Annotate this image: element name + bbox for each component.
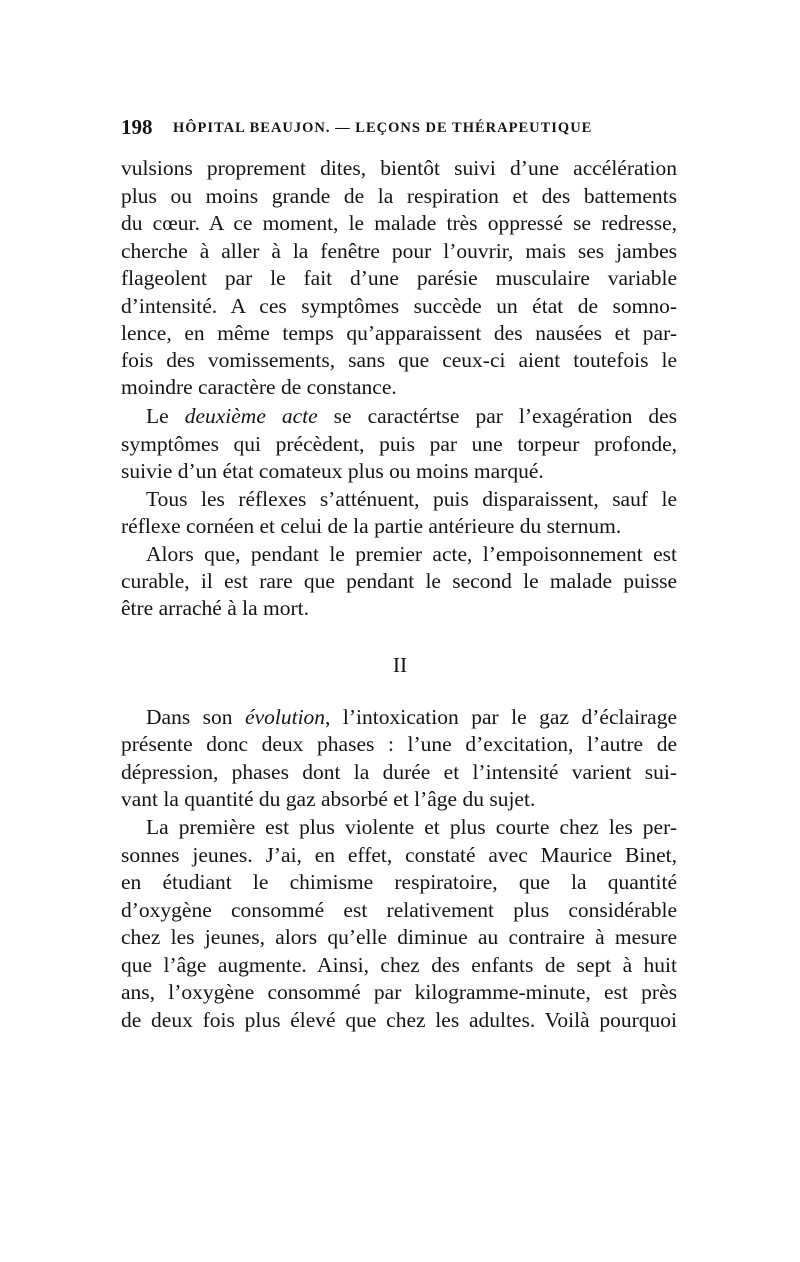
text-line: sonnes jeunes. J’ai, en effet, constaté avec Maurice Binet, (121, 843, 677, 867)
running-title: HÔPITAL BEAUJON. — LEÇONS DE THÉRAPEUTIQUE (173, 120, 593, 136)
text-line: du cœur. A ce moment, le malade très oppressé se redresse, (121, 211, 677, 235)
text-line: réflexe cornéen et celui de la partie antérieure du sternum. (121, 514, 622, 538)
text-span: , l’intoxication par le gaz d’éclairage (325, 705, 677, 729)
text-line: lence, en même temps qu’apparaissent des nausées et par- (121, 321, 677, 345)
text-line: d’intensité. A ces symptômes succède un état de somno- (121, 294, 677, 318)
text-line (146, 401, 677, 431)
text-line: Tous les réflexes s’atténuent, puis disparaissent, sauf le (146, 487, 677, 511)
text-line: Alors que, pendant le premier acte, l’empoisonnement est (146, 542, 677, 566)
page-number: 198 (121, 115, 153, 139)
running-head (121, 115, 681, 141)
text-line: présente donc deux phases : l’une d’excitation, l’autre de (121, 732, 677, 756)
text-line: dépression, phases dont la durée et l’intensité varient sui- (121, 760, 677, 784)
text-line: flageolent par le fait d’une parésie musculaire variable (121, 266, 677, 290)
text-line: que l’âge augmente. Ainsi, chez des enfants de sept à huit (121, 953, 677, 977)
italic-term: évolution (245, 705, 326, 729)
text-span: se caractértse par l’exagération des (317, 404, 677, 428)
text-line: moindre caractère de constance. (121, 375, 397, 399)
text-span: Dans son (146, 705, 246, 729)
text-line: vant la quantité du gaz absorbé et l’âge du sujet. (121, 787, 536, 811)
text-line: de deux fois plus élevé que chez les adultes. Voilà pourquoi (121, 1008, 677, 1032)
text-line (146, 702, 677, 732)
text-line: chez les jeunes, alors qu’elle diminue au contraire à mesure (121, 925, 677, 949)
text-line: d’oxygène consommé est relativement plus considérable (121, 898, 677, 922)
text-line: en étudiant le chimisme respiratoire, que la quantité (121, 870, 677, 894)
text-line: plus ou moins grande de la respiration et des battements (121, 184, 677, 208)
text-line: La première est plus violente et plus courte chez les per- (146, 815, 677, 839)
text-line: ans, l’oxygène consommé par kilogramme-minute, est près (121, 980, 677, 1004)
text-span: Le (146, 404, 185, 428)
text-line: être arraché à la mort. (121, 596, 309, 620)
section-heading: II (392, 653, 408, 677)
text-line: fois des vomissements, sans que ceux-ci aient toutefois le (121, 348, 677, 372)
text-line: cherche à aller à la fenêtre pour l’ouvrir, mais ses jambes (121, 239, 677, 263)
text-line: symptômes qui précèdent, puis par une torpeur profonde, (121, 432, 677, 456)
text-line: vulsions proprement dites, bientôt suivi d’une accélération (121, 156, 677, 180)
italic-term: deuxième acte (184, 404, 318, 428)
text-line: curable, il est rare que pendant le second le malade puisse (121, 569, 677, 593)
text-line: suivie d’un état comateux plus ou moins marqué. (121, 459, 544, 483)
